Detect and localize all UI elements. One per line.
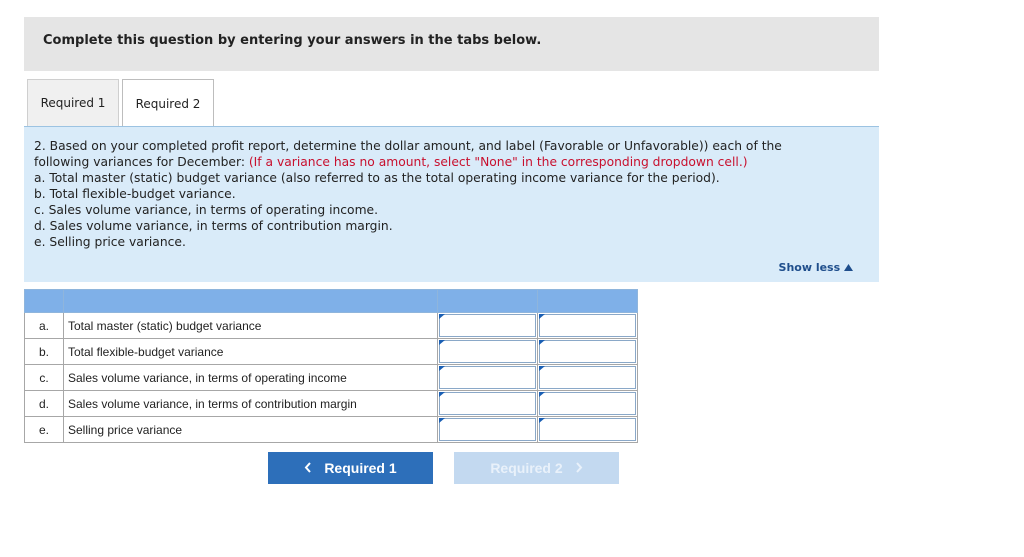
favorable-dropdown[interactable]: [539, 366, 636, 389]
instruction-text: following variances for December:: [34, 155, 249, 169]
prev-button-label: Required 1: [324, 460, 397, 476]
row-label: Selling price variance: [64, 417, 438, 443]
label-cell: [538, 339, 638, 365]
row-letter: c.: [25, 365, 64, 391]
instruction-item: e. Selling price variance.: [34, 235, 186, 249]
label-cell: [538, 313, 638, 339]
instruction-warning: (If a variance has no amount, select "None" in the corresponding dropdown cell.): [248, 155, 748, 169]
row-label: Total flexible-budget variance: [64, 339, 438, 365]
instructions-panel: [24, 126, 879, 282]
row-label: Sales volume variance, in terms of contribution margin: [64, 391, 438, 417]
instruction-line: 2. Based on your completed profit report, determine the dollar amount, and label (Favorable or Unfavorable)) each of the: [34, 139, 782, 153]
tab-required-2[interactable]: [122, 79, 214, 127]
instruction-item: b. Total flexible-budget variance.: [34, 187, 236, 201]
amount-cell: [438, 391, 538, 417]
favorable-dropdown[interactable]: [539, 392, 636, 415]
table-header-cell: [438, 290, 538, 313]
favorable-dropdown[interactable]: [539, 314, 636, 337]
instruction-item: c. Sales volume variance, in terms of operating income.: [34, 203, 379, 217]
label-cell: [538, 365, 638, 391]
table-row: [25, 313, 638, 339]
table-row: [25, 417, 638, 443]
show-less-label: Show less: [778, 261, 841, 274]
table-header-row: [25, 290, 638, 313]
row-letter: a.: [25, 313, 64, 339]
amount-cell: [438, 365, 538, 391]
table-header-cell: [64, 290, 438, 313]
label-cell: [538, 391, 638, 417]
table-row: [25, 391, 638, 417]
next-button-label: Required 2: [490, 460, 563, 476]
amount-input[interactable]: [439, 340, 536, 363]
tab-required-1[interactable]: [27, 79, 119, 126]
amount-input[interactable]: [439, 418, 536, 441]
row-label: Sales volume variance, in terms of operating income: [64, 365, 438, 391]
chevron-left-icon: [304, 460, 312, 476]
question-title: Complete this question by entering your answers in the tabs below.: [43, 33, 542, 48]
tab-label: Required 1: [40, 96, 106, 110]
table-row: [25, 339, 638, 365]
triangle-up-icon: [844, 261, 853, 274]
chevron-right-icon: [575, 460, 583, 476]
next-required-button: [454, 452, 619, 484]
amount-cell: [438, 417, 538, 443]
amount-input[interactable]: [439, 366, 536, 389]
table-header-cell: [25, 290, 64, 313]
amount-input[interactable]: [439, 392, 536, 415]
instruction-item: d. Sales volume variance, in terms of contribution margin.: [34, 219, 393, 233]
show-less-link[interactable]: [779, 260, 853, 276]
amount-cell: [438, 313, 538, 339]
tab-label: Required 2: [135, 96, 201, 111]
label-cell: [538, 417, 638, 443]
instruction-line: [34, 154, 879, 170]
row-letter: b.: [25, 339, 64, 365]
row-letter: e.: [25, 417, 64, 443]
amount-input[interactable]: [439, 314, 536, 337]
row-letter: d.: [25, 391, 64, 417]
table-row: [25, 365, 638, 391]
instruction-item: a. Total master (static) budget variance (also referred to as the total operating income variance for the period).: [34, 171, 720, 185]
table-header-cell: [538, 290, 638, 313]
amount-cell: [438, 339, 538, 365]
favorable-dropdown[interactable]: [539, 418, 636, 441]
prev-required-button[interactable]: [268, 452, 433, 484]
row-label: Total master (static) budget variance: [64, 313, 438, 339]
favorable-dropdown[interactable]: [539, 340, 636, 363]
question-header: [24, 17, 879, 71]
answer-table: [24, 289, 638, 443]
